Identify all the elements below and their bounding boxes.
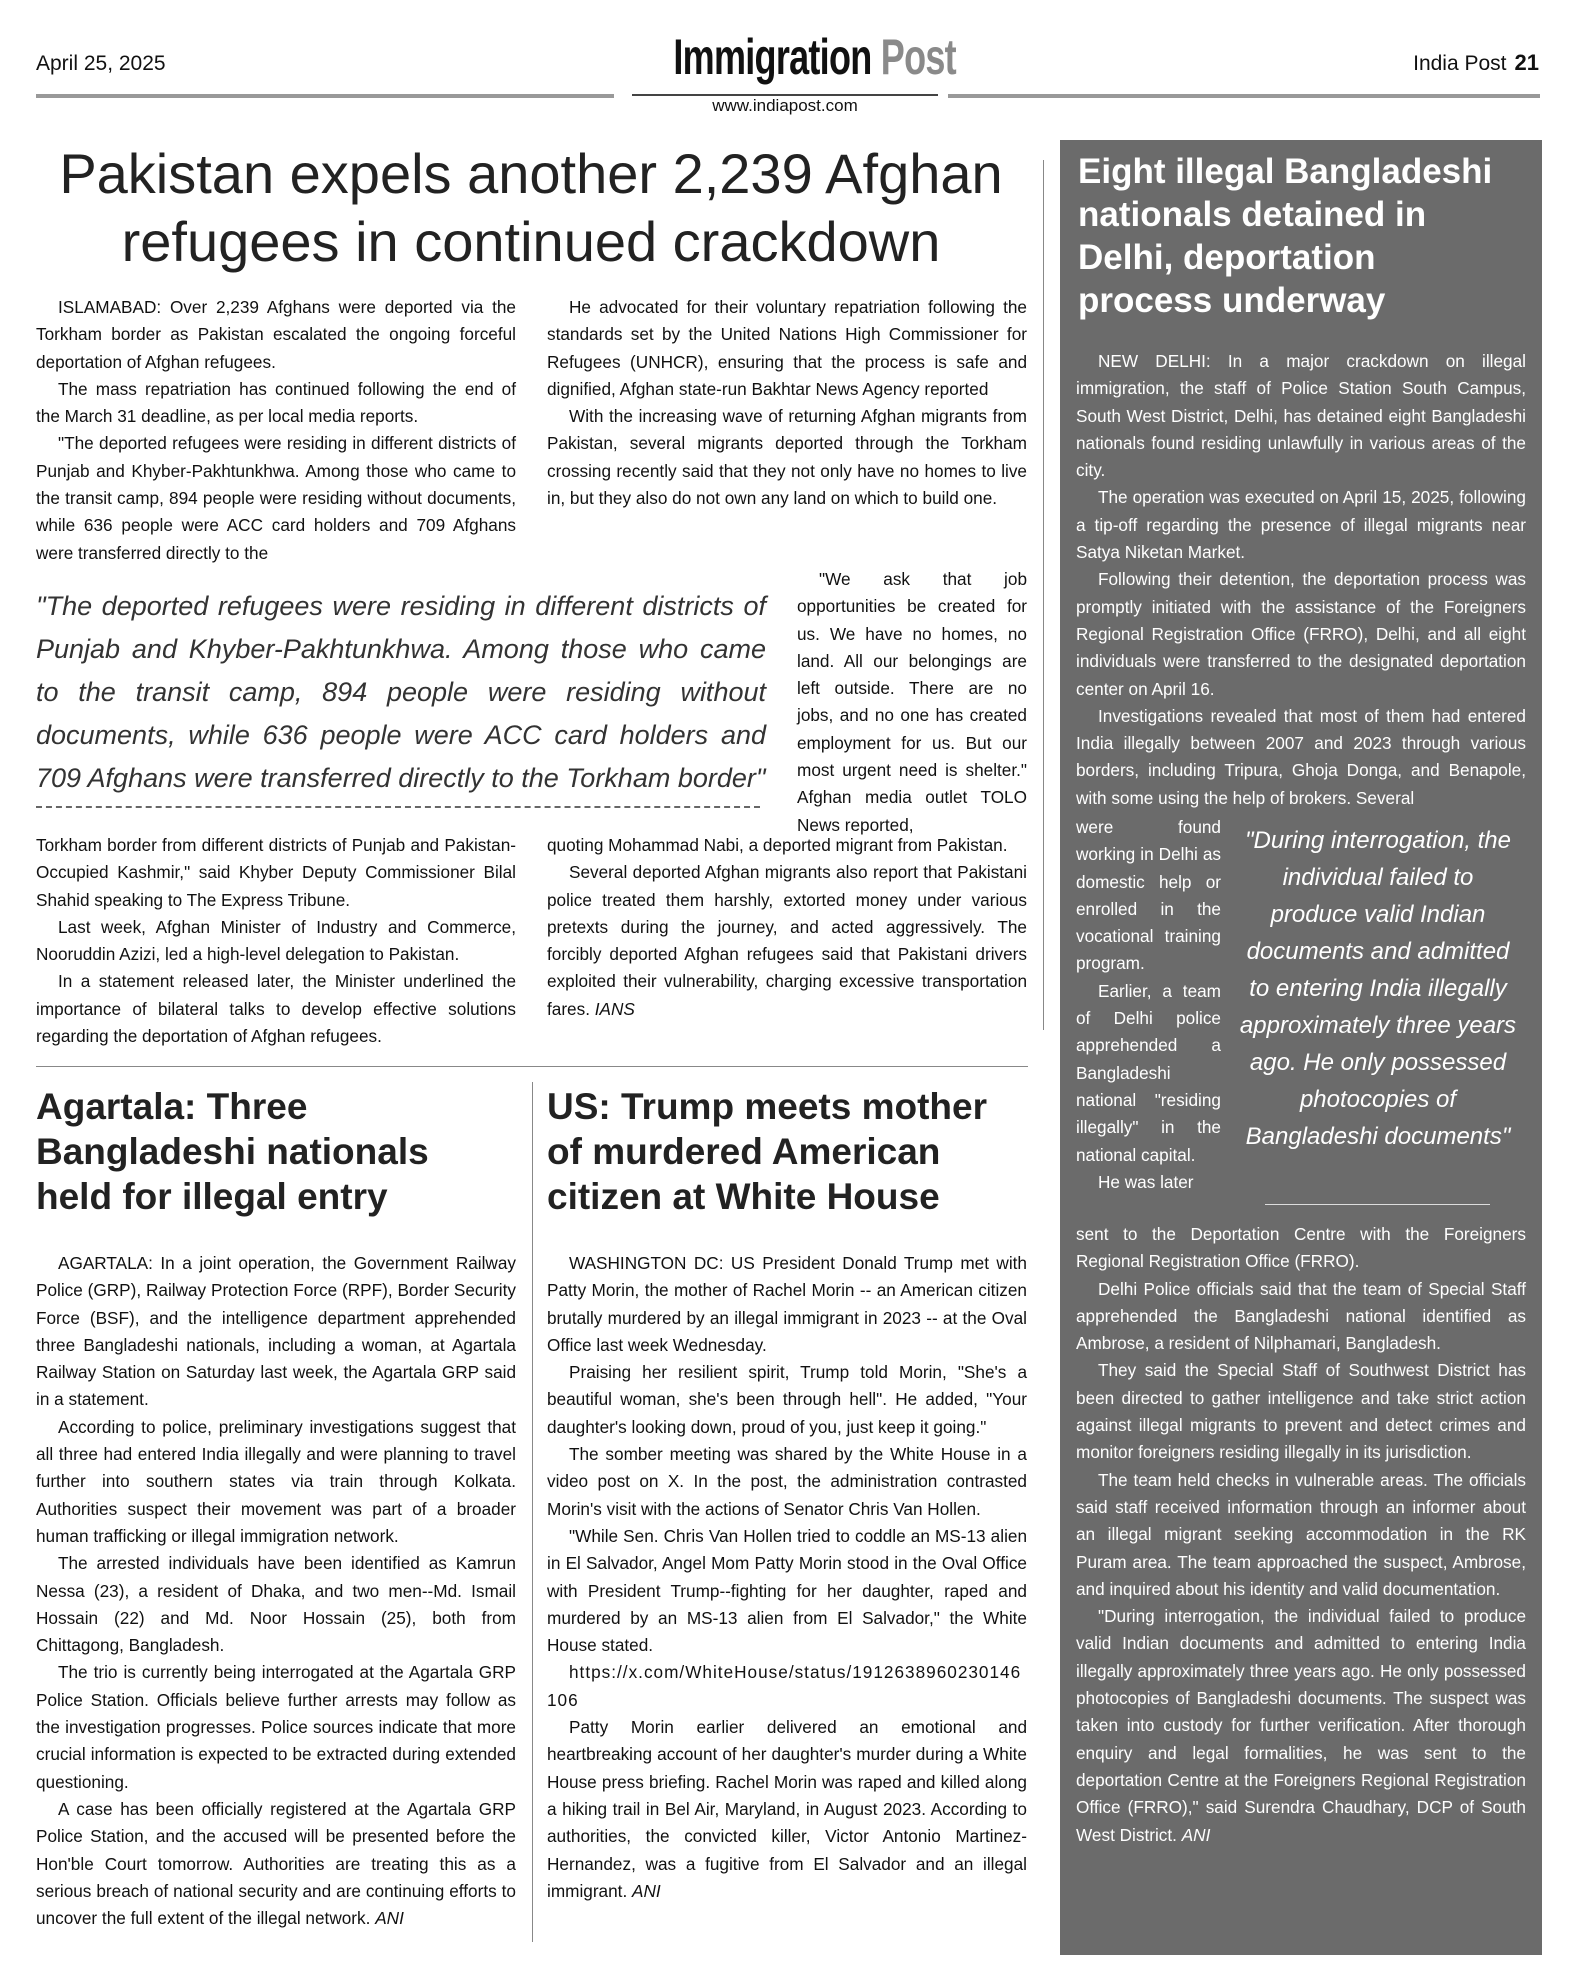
paragraph: [547, 1714, 1027, 1905]
credit: ANI: [1181, 1824, 1211, 1845]
delhi-pull-quote: "During interrogation, the individual failed to produce valid Indian documents and admitted to entering India illegally approximately three years ago. He only possessed photocopies of Bangladeshi documents": [1239, 827, 1517, 1150]
lead-col1-top: [36, 294, 516, 567]
masthead-word-2: Post: [880, 29, 956, 85]
credit: ANI: [632, 1880, 661, 1901]
pull-quote-rule: [1265, 1204, 1490, 1205]
paragraph: He was later: [1098, 1171, 1194, 1192]
agartala-headline: Agartala: Three Bangladeshi nationals held for illegal entry: [36, 1086, 429, 1217]
paragraph: The arrested individuals have been identified as Kamrun Nessa (23), a resident of Dhaka, and two men--Md. Ismail Hossain (22) and Md. Noor Hossain (25), both from Chittagong, Bangladesh.: [36, 1553, 516, 1656]
paragraph: "The deported refugees were residing in different districts of Punjab and Khyber-Pakhtunkhwa. Among those who came to the transit camp, 894 people were residing without documents, while 636 people were ACC card holders and 709 Afghans were transferred directly to the: [36, 433, 516, 563]
paragraph: In a statement released later, the Minister underlined the importance of bilateral talks to develop effective solutions regarding the deportation of Afghan refugees.: [36, 971, 516, 1047]
credit: IANS: [594, 998, 635, 1019]
paragraph: [1076, 1603, 1526, 1849]
lead-headline: Pakistan expels another 2,239 Afghan refugees in continued crackdown: [59, 142, 1003, 273]
paragraph: Torkham border from different districts of Punjab and Pakistan-Occupied Kashmir," said Khyber Deputy Commissioner Bilal Shahid speaking to The Express Tribune.: [36, 835, 516, 910]
paragraph: The mass repatriation has continued following the end of the March 31 deadline, as per local media reports.: [36, 378, 516, 427]
page-folio: [1413, 50, 1539, 76]
masthead-word-1: Immigration: [673, 29, 872, 85]
delhi-body-top: [1076, 348, 1526, 812]
paragraph: The operation was executed on April 15, 2025, following a tip-off regarding the presence of illegal migrants near Satya Niketan Market.: [1076, 487, 1526, 563]
column-rule: [532, 1082, 533, 1942]
header-rule-right: [948, 94, 1540, 98]
paragraph: NEW DELHI: In a major crackdown on illegal immigration, the staff of Police Station South Campus, South West District, Delhi, has detained eight Bangladeshi nationals found residing unlawfully in various areas of the city.: [1076, 351, 1526, 481]
issue-date: April 25, 2025: [36, 52, 166, 75]
paragraph-text: A case has been officially registered at the Agartala GRP Police Station, and the accused will be presented before the Hon'ble Court tomorrow. Authorities are treating this as a serious breach of national security and are continuing efforts to uncover the full extent of the illegal network.: [36, 1798, 516, 1929]
paragraph: Earlier, a team of Delhi police apprehended a Bangladeshi national "residing illegally" in the national capital.: [1076, 980, 1221, 1165]
paragraph: were found working in Delhi as domestic help or enrolled in the vocational training program.: [1076, 817, 1221, 974]
paragraph: He advocated for their voluntary repatriation following the standards set by the United Nations High Commissioner for Refugees (UNHCR), ensuring that the process is safe and dignified, Afghan state-run Bakhtar News Agency reported: [547, 297, 1027, 399]
paragraph-text: Patty Morin earlier delivered an emotional and heartbreaking account of her daughter's murder during a White House press briefing. Rachel Morin was raped and killed along a hiking trail in Bel Air, Maryland, in August 2023. According to authorities, the convicted killer, Victor Antonio Martinez-Hernandez, was a fugitive from El Salvador and an illegal immigrant.: [547, 1717, 1027, 1901]
paragraph-text: Several deported Afghan migrants also report that Pakistani police treated them harshly, extorted money under various pretexts during the journey, and acted aggressively. The forcibly deported Afghan refugees said that Pakistani drivers exploited their vulnerability, charging excessive transportation fares.: [547, 862, 1027, 1019]
tweet-link[interactable]: https://x.com/WhiteHouse/status/1912638960230146106: [547, 1662, 1022, 1710]
paragraph: AGARTALA: In a joint operation, the Government Railway Police (GRP), Railway Protection Force (RPF), Border Security Force (BSF), and the intelligence department apprehended three Bangladeshi nationals, including a woman, at Agartala Railway Station on Saturday last week, the Agartala GRP said in a statement.: [36, 1253, 516, 1410]
lead-col1-bottom: [36, 832, 516, 1050]
header-rule-left: [36, 94, 614, 98]
paragraph: They said the Special Staff of Southwest District has been directed to gather intelligence and take strict action against illegal migrants to prevent and detect crimes and monitor foreigners residing illegally in its jurisdiction.: [1076, 1360, 1526, 1463]
paragraph: The team held checks in vulnerable areas. The officials said staff received information through an informer about an illegal migrant seeking accommodation in the RK Puram area. The team approached the suspect, Ambrose, and inquired about his identity and valid documentation.: [1076, 1469, 1526, 1599]
paragraph: [36, 1796, 516, 1932]
lead-col2-top: [547, 294, 1027, 512]
paragraph: Delhi Police officials said that the team of Special Staff apprehended the Bangladeshi national identified as Ambrose, a resident of Nilphamari, Bangladesh.: [1076, 1278, 1526, 1354]
delhi-headline: Eight illegal Bangladeshi nationals detained in Delhi, deportation process underway: [1078, 152, 1493, 320]
paragraph: ISLAMABAD: Over 2,239 Afghans were deported via the Torkham border as Pakistan escalated the ongoing forceful deportation of Afghan refugees.: [36, 297, 516, 372]
page-number: 21: [1514, 50, 1539, 75]
paragraph: "We ask that job opportunities be created for us. We have no homes, no land. All our belongings are left outside. There are no jobs, and no one has created employment for us. But our most urgent need is shelter." Afghan media outlet TOLO News reported,: [797, 569, 1027, 835]
pull-quote-rule: [36, 806, 760, 808]
delhi-body-bottom: [1076, 1221, 1526, 1849]
lead-pull-quote: "The deported refugees were residing in different districts of Punjab and Khyber-Pakhtunkhwa. Among those who came to the transit camp, 894 people were residing without documents, while 636 people were ACC card holders and 709 Afghans were transferred directly to the Torkham border": [36, 591, 766, 793]
agartala-body: [36, 1250, 516, 1932]
masthead: [673, 28, 956, 86]
paragraph: Following their detention, the deportation process was promptly initiated with the assistance of the Foreigners Regional Registration Office (FRRO), Delhi, and all eight individuals were transferred to the designated deportation center on April 16.: [1076, 569, 1526, 699]
paragraph: sent to the Deportation Centre with the Foreigners Regional Registration Office (FRRO).: [1076, 1224, 1526, 1272]
lead-col2-narrow: [797, 566, 1027, 839]
paragraph: WASHINGTON DC: US President Donald Trump met with Patty Morin, the mother of Rachel Morin -- an American citizen brutally murdered by an illegal immigrant in 2023 -- at the Oval Office last week Wednesday.: [547, 1253, 1027, 1355]
paragraph: Investigations revealed that most of them had entered India illegally between 2007 and 2023 through various borders, including Tripura, Ghoja Donga, and Benapole, with some using the help of brokers. Several: [1076, 705, 1526, 808]
lead-col2-bottom: [547, 832, 1027, 1023]
paragraph: With the increasing wave of returning Afghan migrants from Pakistan, several migrants deported through the Torkham crossing recently said that they not only have no homes to live in, but they also do not own any land on which to build one.: [547, 406, 1027, 509]
paragraph: Praising her resilient spirit, Trump told Morin, "She's a beautiful woman, she's been through hell". He added, "Your daughter's looking down, proud of you, just keep it going.": [547, 1362, 1027, 1437]
paragraph: [547, 859, 1027, 1023]
trump-headline: US: Trump meets mother of murdered American citizen at White House: [547, 1086, 987, 1217]
sidebar-story: [1060, 140, 1542, 1955]
paragraph: Last week, Afghan Minister of Industry and Commerce, Nooruddin Azizi, led a high-level delegation to Pakistan.: [36, 916, 516, 965]
trump-body: [547, 1250, 1027, 1905]
paragraph: quoting Mohammad Nabi, a deported migrant from Pakistan.: [547, 835, 1008, 855]
sidebar-rule: [1043, 160, 1044, 1030]
section-name: India Post: [1413, 52, 1507, 75]
delhi-narrow-col: [1076, 814, 1221, 1196]
paragraph-text: "During interrogation, the individual failed to produce valid Indian documents and admitted to entering India illegally approximately three years ago. He only possessed photocopies of Bangladeshi documents. The suspect was taken into custody for further verification. After thorough enquiry and legal formalities, he was sent to the deportation Centre at the Foreigners Regional Registration Office (FRRO)," said Surendra Chaudhary, DCP of South West District.: [1076, 1606, 1526, 1845]
section-divider: [36, 1066, 1028, 1067]
site-url: www.indiapost.com: [712, 96, 858, 115]
credit: ANI: [375, 1908, 404, 1929]
paragraph: The somber meeting was shared by the White House in a video post on X. In the post, the administration contrasted Morin's visit with the actions of Senator Chris Van Hollen.: [547, 1444, 1027, 1519]
paragraph: "While Sen. Chris Van Hollen tried to coddle an MS-13 alien in El Salvador, Angel Mom Patty Morin stood in the Oval Office with President Trump--fighting for her daughter, raped and murdered by an MS-13 alien from El Salvador," the White House stated.: [547, 1525, 1027, 1656]
paragraph: According to police, preliminary investigations suggest that all three had entered India illegally and were planning to travel further into southern states via train through Kolkata. Authorities suspect their movement was part of a broader human trafficking or illegal immigration network.: [36, 1416, 516, 1546]
paragraph: The trio is currently being interrogated at the Agartala GRP Police Station. Officials believe further arrests may follow as the investigation progresses. Police sources indicate that more crucial information is expected to be extracted during extended questioning.: [36, 1662, 516, 1792]
